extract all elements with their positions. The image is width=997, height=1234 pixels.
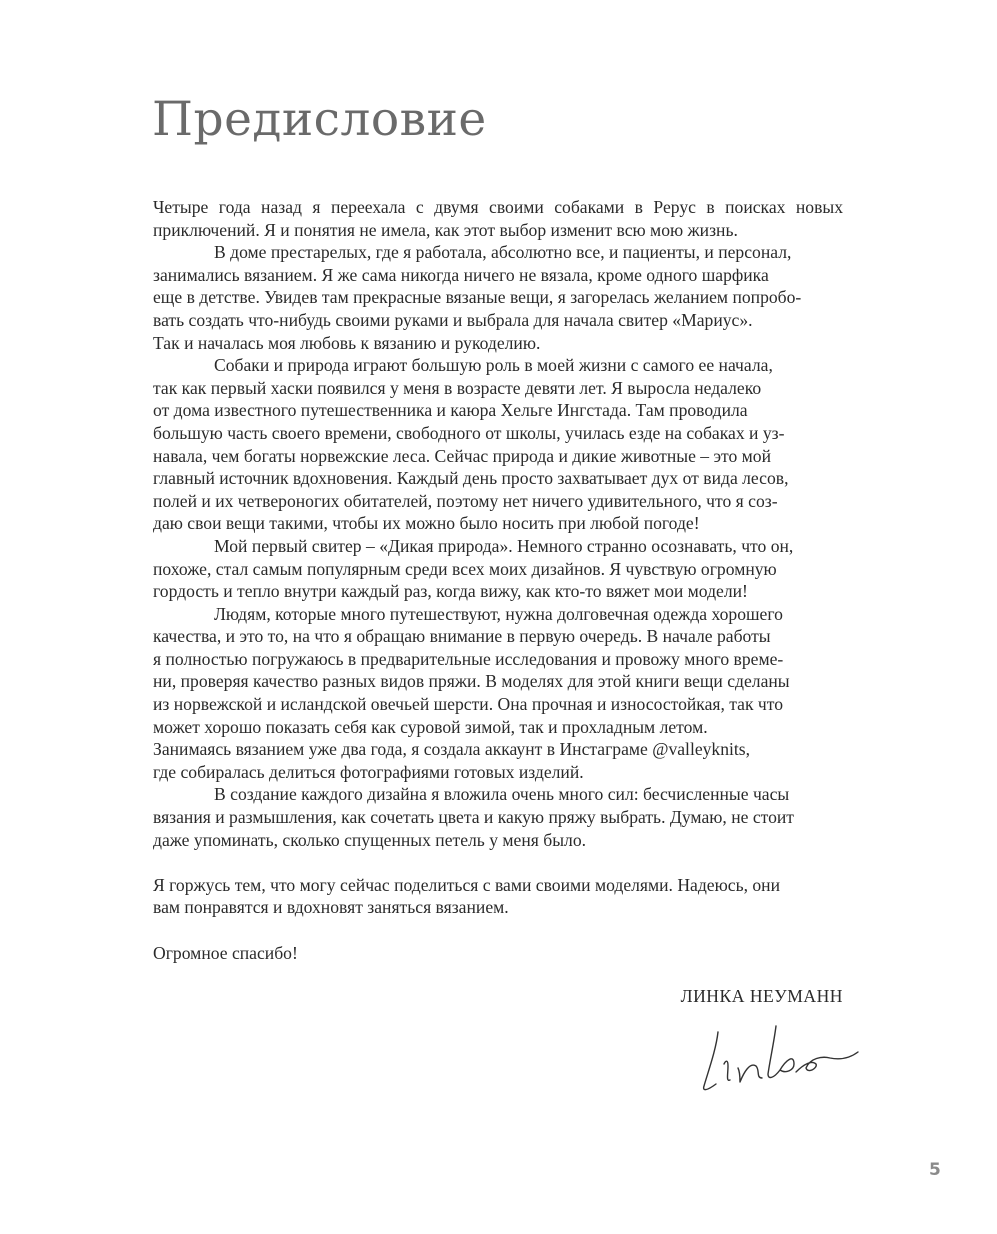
- text-line: большую часть своего времени, свободного от школы, училась езде на собаках и уз-: [153, 422, 785, 443]
- text-line: полей и их четвероногих обитателей, поэтому нет ничего удивительного, что я соз-: [153, 490, 778, 511]
- text-line: даю свои вещи такими, чтобы их можно было носить при любой погоде!: [153, 513, 700, 534]
- text-line: В создание каждого дизайна я вложила очень много сил: бесчисленные часы: [214, 784, 790, 805]
- body-text: [153, 196, 843, 964]
- text-line: от дома известного путешественника и каюра Хельге Ингстада. Там проводила: [153, 400, 748, 421]
- text-line: навала, чем богаты норвежские леса. Сейчас природа и дикие животные – это мой: [153, 445, 772, 466]
- text-line: приключений. Я и понятия не имела, как этот выбор изменит всю мою жизнь.: [153, 219, 738, 240]
- text-line: еще в детстве. Увидев там прекрасные вязаные вещи, я загорелась желанием попробо-: [153, 287, 802, 308]
- text-line: может хорошо показать себя как суровой зимой, так и прохладным летом.: [153, 716, 708, 737]
- text-line: Людям, которые много путешествуют, нужна долговечная одежда хорошего: [214, 603, 783, 624]
- text-line: качества, и это то, на что я обращаю внимание в первую очередь. В начале работы: [153, 626, 771, 647]
- paragraph-gap: [153, 919, 843, 942]
- text-line: Занимаясь вязанием уже два года, я создала аккаунт в Инстаграме @valleyknits,: [153, 739, 751, 760]
- text-line: из норвежской и исландской овечьей шерсти. Она прочная и износостойкая, так что: [153, 694, 784, 715]
- text-line: Собаки и природа играют большую роль в моей жизни с самого ее начала,: [214, 355, 773, 376]
- text-line: я полностью погружаюсь в предварительные исследования и провожу много време-: [153, 648, 784, 669]
- text-line: вам понравятся и вдохновят заняться вязанием.: [153, 897, 509, 918]
- text-line: Четыре года назад я переехала с двумя своими собаками в Рерус в поисках новых: [153, 197, 843, 217]
- page-title: Предисловие: [152, 92, 487, 147]
- text-line: занимались вязанием. Я же сама никогда ничего не вязала, кроме одного шарфика: [153, 264, 769, 285]
- text-line: Так и началась моя любовь к вязанию и рукоделию.: [153, 332, 541, 353]
- text-line: Мой первый свитер – «Дикая природа». Немного странно осознавать, что он,: [214, 535, 794, 556]
- page-number: 5: [929, 1160, 941, 1180]
- text-line: так как первый хаски появился у меня в возрасте девяти лет. Я выросла недалеко: [153, 377, 762, 398]
- author-name: ЛИНКА НЕУМАНН: [680, 986, 843, 1006]
- text-line: В доме престарелых, где я работала, абсолютно все, и пациенты, и персонал,: [214, 242, 792, 263]
- text-line: даже упоминать, сколько спущенных петель у меня было.: [153, 829, 587, 850]
- text-line: Я горжусь тем, что могу сейчас поделиться с вами своими моделями. Надеюсь, они: [153, 874, 781, 895]
- text-line: гордость и тепло внутри каждый раз, когда вижу, как кто-то вяжет мои модели!: [153, 581, 748, 602]
- signature-image: [690, 1020, 870, 1100]
- closing-thanks: Огромное спасибо!: [153, 942, 298, 963]
- text-line: вязания и размышления, как сочетать цвета и какую пряжу выбрать. Думаю, не стоит: [153, 807, 794, 828]
- text-line: вать создать что-нибудь своими руками и выбрала для начала свитер «Мариус».: [153, 309, 753, 330]
- paragraph-gap: [153, 851, 843, 874]
- text-line: ни, проверяя качество разных видов пряжи. В моделях для этой книги вещи сделаны: [153, 671, 790, 692]
- text-line: где собиралась делиться фотографиями готовых изделий.: [153, 761, 584, 782]
- text-line: главный источник вдохновения. Каждый день просто захватывает дух от вида лесов,: [153, 468, 789, 489]
- text-line: похоже, стал самым популярным среди всех моих дизайнов. Я чувствую огромную: [153, 558, 777, 579]
